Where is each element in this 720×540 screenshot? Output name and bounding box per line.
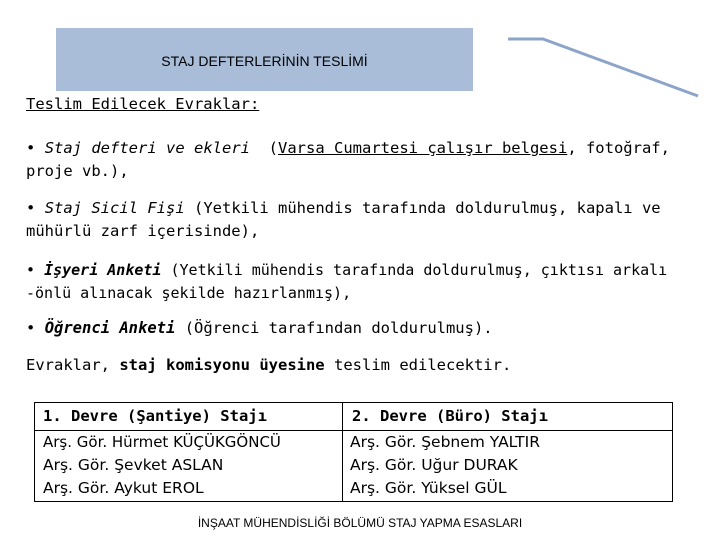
- note-text: Evraklar,: [26, 356, 110, 374]
- committee-table: [34, 402, 673, 502]
- item-text: (Yetkili mühendis tarafında doldurulmuş, çıktısı arkalı: [170, 261, 668, 279]
- list-item-staj-sicil: [26, 197, 661, 243]
- table-cell: Arş. Gör. Uğur DURAK: [350, 456, 518, 474]
- item-lead: İşyeri Anketi: [44, 261, 162, 279]
- item-text: (Öğrenci tarafından doldurulmuş).: [184, 319, 493, 337]
- section-heading: Teslim Edilecek Evraklar:: [26, 95, 260, 113]
- bullet: •: [26, 319, 36, 337]
- item-underlined: Varsa Cumartesi çalışır belgesi: [278, 139, 568, 157]
- decorative-line: [505, 34, 705, 104]
- bullet: •: [26, 261, 36, 279]
- table-header-col2: 2. Devre (Büro) Stajı: [352, 407, 548, 425]
- item-text-line2: proje vb.),: [26, 162, 129, 180]
- table-divider: [35, 430, 672, 431]
- item-paren: (: [268, 139, 279, 157]
- bullet: •: [26, 199, 36, 217]
- delivery-note: [26, 354, 511, 377]
- note-text-end: teslim edilecektir.: [334, 356, 512, 374]
- table-cell: Arş. Gör. Aykut EROL: [43, 479, 204, 497]
- title-box: [56, 28, 473, 91]
- list-item-ogrenci-anketi: [26, 317, 493, 340]
- item-text: , fotoğraf,: [567, 139, 670, 157]
- table-cell: Arş. Gör. Yüksel GÜL: [350, 479, 507, 497]
- note-bold: staj komisyonu üyesine: [119, 356, 325, 374]
- page-title: STAJ DEFTERLERİNİN TESLİMİ: [161, 52, 368, 69]
- table-cell: Arş. Gör. Şevket ASLAN: [43, 456, 224, 474]
- table-cell: Arş. Gör. Şebnem YALTIR: [350, 433, 540, 451]
- item-lead: Staj Sicil Fişi: [44, 199, 185, 217]
- bullet: •: [26, 139, 36, 157]
- item-lead: Staj defteri ve ekleri: [44, 139, 250, 157]
- table-cell: Arş. Gör. Hürmet KÜÇÜKGÖNCÜ: [43, 433, 281, 451]
- list-item-isyeri-anketi: [26, 259, 667, 305]
- page-footer: İNŞAAT MÜHENDİSLİĞİ BÖLÜMÜ STAJ YAPMA ESASLARI: [197, 516, 523, 530]
- item-lead: Öğrenci Anketi: [44, 319, 176, 337]
- item-text-line2: mühürlü zarf içerisinde),: [26, 222, 260, 240]
- item-text: (Yetkili mühendis tarafında doldurulmuş, kapalı ve: [194, 199, 661, 217]
- item-text-line2: -önlü alınacak şekilde hazırlanmış),: [26, 284, 352, 302]
- table-column-divider: [342, 403, 343, 501]
- list-item-staj-defteri: [26, 137, 670, 183]
- table-header-col1: 1. Devre (Şantiye) Stajı: [43, 407, 267, 425]
